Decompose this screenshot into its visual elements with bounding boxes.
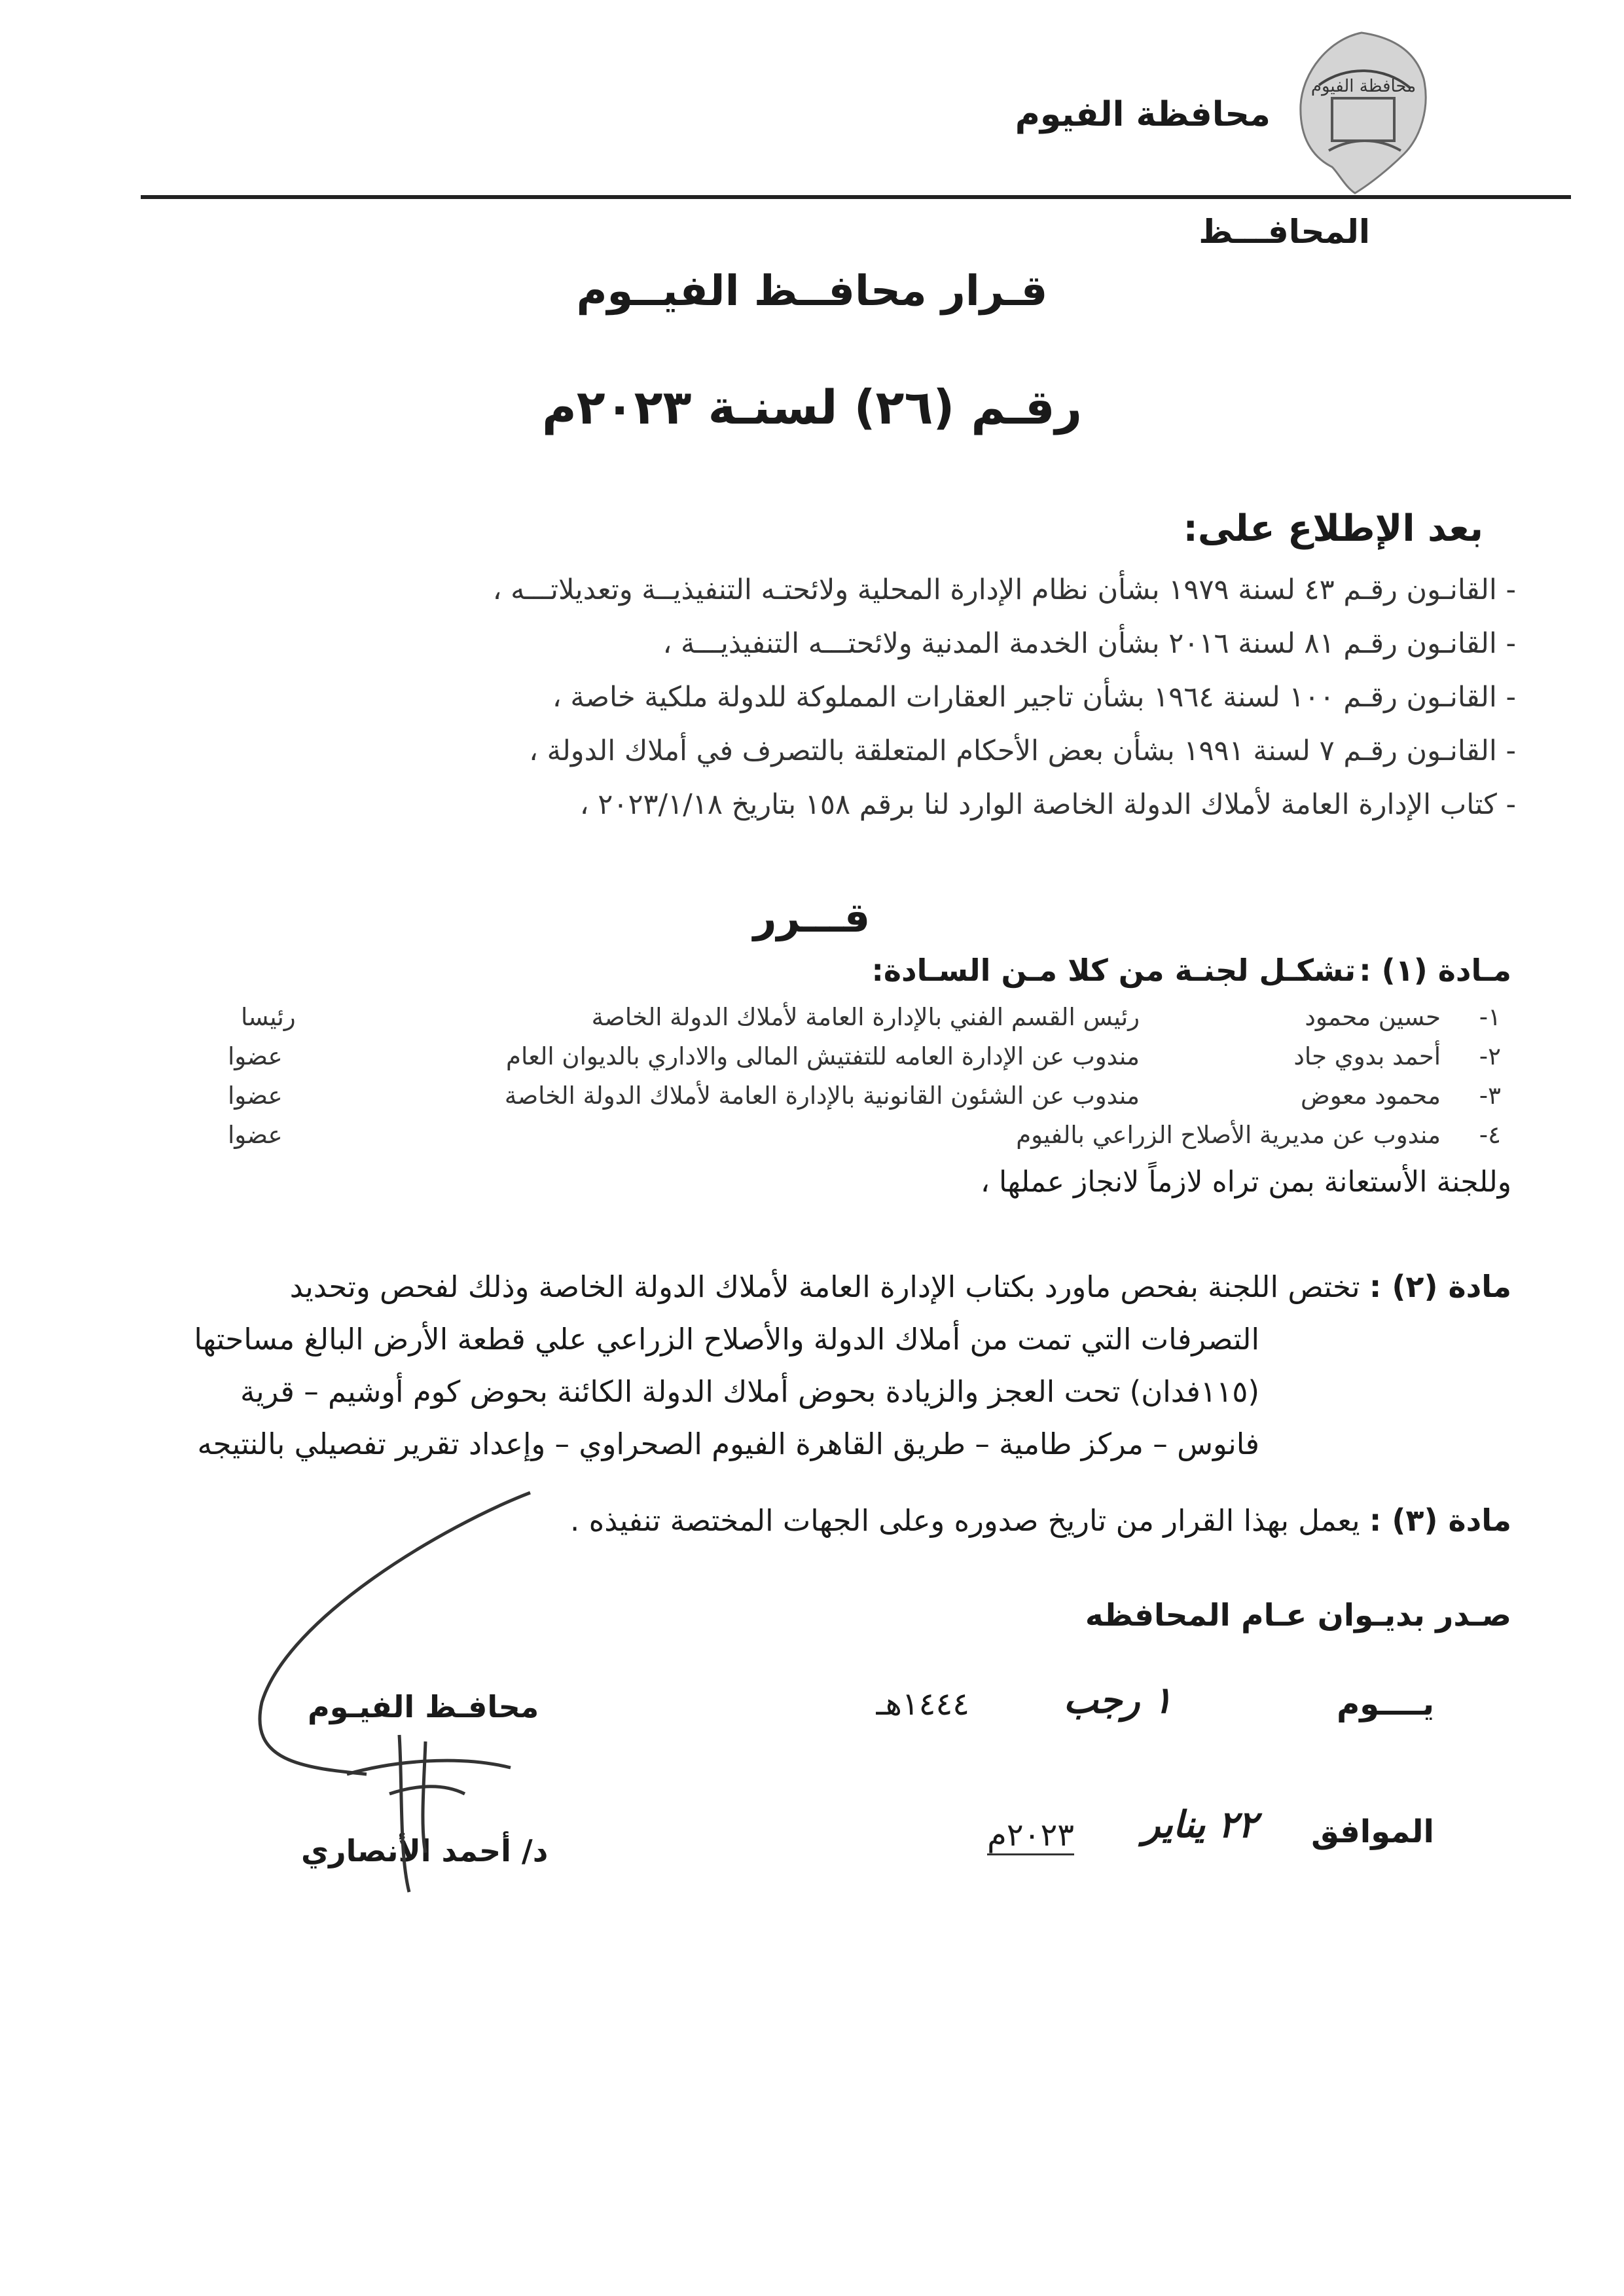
article-2-label: مادة (٢) : [1369,1269,1511,1304]
article-3 [570,1503,1511,1538]
gregorian-year: ٢٠٢٣م [987,1817,1074,1855]
signatory-name: د/ أحمد الأنصاري [301,1833,549,1868]
member-name: حسين محمود [1305,1003,1441,1031]
member-number: ٤- [1479,1121,1501,1149]
preamble-list [141,563,1516,831]
handwritten-signature [249,1486,589,1905]
member-role: مندوب عن الإدارة العامه للتفتيش المالى والاداري بالديوان العام [506,1042,1140,1070]
committee-note: وللجنة الأستعانة بمن تراه لازماً لانجاز عملها ، [980,1165,1511,1199]
member-number: ١- [1479,1003,1501,1031]
header-rule [141,195,1571,199]
article-1-heading [871,953,1511,988]
preamble-item: - القانـون رقـم ٧ لسنة ١٩٩١ بشأن بعض الأحكام المتعلقة بالتصرف في أملاك الدولة ، [529,735,1516,767]
article-2-line: تختص اللجنة بفحص ماورد بكتاب الإدارة العامة لأملاك الدولة الخاصة وذلك لفحص وتحديد [289,1269,1360,1304]
member-position: رئيسا [241,1003,296,1031]
corresponding-label: الموافق [1311,1813,1434,1850]
member-name: محمود معوض [1301,1082,1441,1110]
governorate-name: محافظة الفيوم [1015,95,1271,134]
decree-number: رقـم (٢٦) لسنـة ٢٠٢٣م [541,380,1083,435]
member-number: ٣- [1479,1082,1501,1110]
article-3-label: مادة (٣) : [1369,1503,1511,1538]
member-role: مندوب عن مديرية الأصلاح الزراعي بالفيوم [1016,1121,1441,1149]
hijri-day: ١ رجب [1063,1679,1172,1722]
member-position: عضوا [228,1042,283,1070]
member-name: أحمد بدوي جاد [1293,1042,1441,1070]
preamble-heading: بعد الإطلاع على: [1183,507,1483,550]
signatory-title: محافـظ الفيـوم [308,1689,539,1724]
governorate-seal [1293,26,1434,200]
article-2-line: التصرفات التي تمت من أملاك الدولة والأصلاح الزراعي علي قطعة الأرض البالغ مساحتها [194,1322,1259,1357]
article-2-line: (١١٥فدان) تحت العجز والزيادة بحوض أملاك الدولة الكائنة بحوض كوم أوشيم – قرية [240,1374,1259,1409]
member-position: عضوا [228,1082,283,1110]
gregorian-day: ٢٢ يناير [1142,1804,1257,1846]
hijri-year: ١٤٤٤هـ [876,1686,969,1722]
member-number: ٢- [1479,1042,1501,1070]
decided-heading: قـــرر [753,894,871,941]
preamble-item: - القانـون رقـم ١٠٠ لسنة ١٩٦٤ بشأن تاجير العقارات المملوكة للدولة ملكية خاصة ، [552,681,1516,714]
member-role: رئيس القسم الفني بالإدارة العامة لأملاك الدولة الخاصة [591,1003,1140,1031]
preamble-item: - كتاب الإدارة العامة لأملاك الدولة الخاصة الوارد لنا برقم ١٥٨ بتاريخ ٢٠٢٣/١/١٨ ، [579,788,1516,821]
article-2 [124,1260,1511,1470]
office-label: المحافـــظ [1199,213,1370,251]
article-3-text: يعمل بهذا القرار من تاريخ صدوره وعلى الجهات المختصة تنفيذه . [570,1503,1360,1538]
seal-text: محافظة الفيوم [1310,77,1416,96]
article-1-label: مـادة (١) : [1359,953,1511,988]
article-2-line: فانوس – مركز طامية – طريق القاهرة الفيوم الصحراوي – وإعداد تقرير تفصيلي بالنتيجه [197,1427,1259,1461]
preamble-item: - القانـون رقـم ٤٣ لسنة ١٩٧٩ بشأن نظام الإدارة المحلية ولائحتـه التنفيذيــة وتعديلاتـــه ، [492,574,1516,606]
member-role: مندوب عن الشئون القانونية بالإدارة العامة لأملاك الدولة الخاصة [504,1082,1140,1110]
member-position: عضوا [228,1121,283,1149]
issued-at: صـدر بديـوان عـام المحافظه [1085,1597,1511,1633]
decree-title: قـرار محافــظ الفيــوم [576,267,1048,316]
preamble-item: - القانـون رقـم ٨١ لسنة ٢٠١٦ بشأن الخدمة المدنية ولائحتـــه التنفيذيـــة ، [662,627,1516,660]
article-1-text: تشكـل لجنـة من كلا مـن السـادة: [871,953,1356,988]
day-label: يــــوم [1337,1686,1434,1722]
